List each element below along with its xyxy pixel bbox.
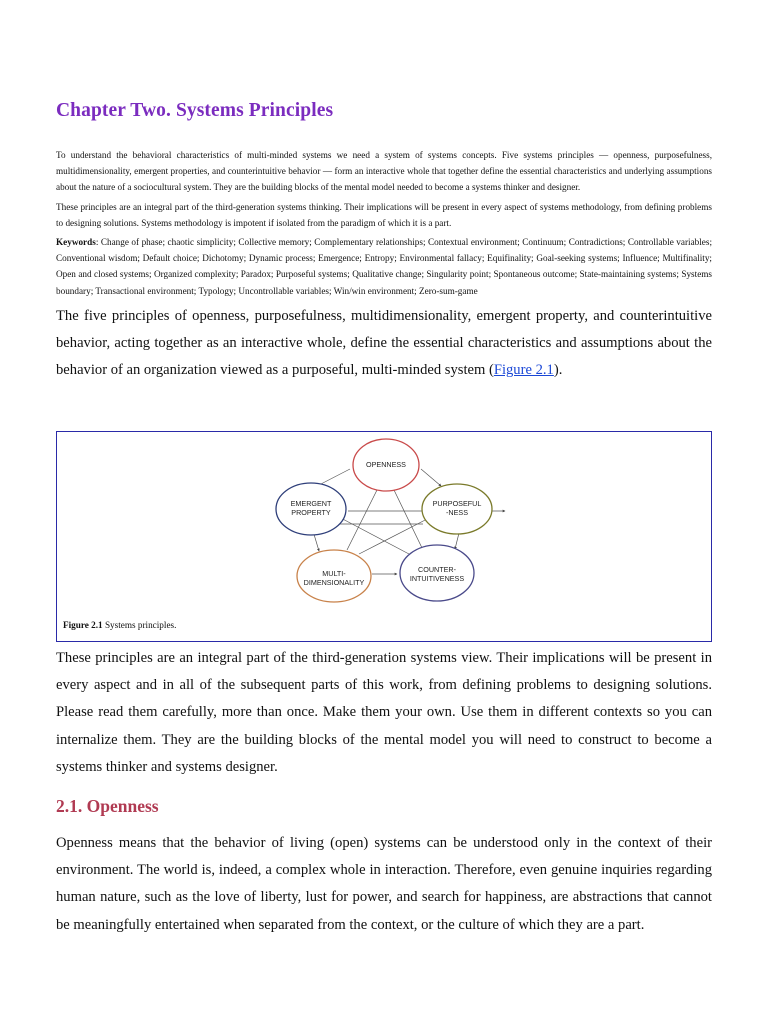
node-counter-label-1: COUNTER- — [418, 565, 456, 574]
chapter-abstract — [56, 147, 712, 302]
figure-frame — [56, 431, 712, 614]
node-multi-label-1: MULTI- — [322, 569, 346, 578]
figure-link[interactable]: Figure 2.1 — [493, 362, 554, 379]
keywords-paragraph — [56, 234, 712, 299]
systems-principles-diagram — [57, 432, 711, 613]
figure-caption-label: Figure 2.1 — [63, 620, 103, 630]
node-purposeful-label-1: PURPOSEFUL — [432, 499, 482, 508]
figure-caption-frame — [56, 613, 712, 642]
node-purposeful-label-2: -NESS — [446, 508, 468, 517]
node-emergent-property — [276, 483, 346, 535]
node-counterintuitiveness — [400, 545, 474, 601]
intro-paragraph — [56, 303, 712, 385]
keywords-label: Keywords — [56, 237, 96, 248]
figure-caption — [63, 620, 176, 630]
connector-purposeful-counter — [455, 533, 459, 549]
node-emergent-label-1: EMERGENT — [290, 499, 332, 508]
keywords-list: : Change of phase; chaotic simplicity; Collective memory; Complementary relationships; Contextual environment; Continuum; Contradictions; Controllable variables; Conventional wisdom; Default choice; Dichotomy; Dynamic process; Emergence; Entropy; Environmental fallacy; Equifinality; Goal-seeking systems; Influence; Multifinality; Open and closed systems; Organized complexity; Paradox; Purposeful systems; Qualitative change; Singularity point; Spontaneous outcome; State-maintaining systems; Systems boundary; Transactional environment; Typology; Uncontrollable variables; Win/win environment; Zero-sum-game — [56, 237, 712, 296]
intro-text: The five principles of openness, purposefulness, multidimensionality, emergent property, and counterintuitive behavior, acting together as an interactive whole, define the essential characteristics and assumptions about the behavior of an organization viewed as a purposeful, multi-minded system ( — [56, 308, 712, 379]
section-title-openness: 2.1. Openness — [56, 796, 159, 816]
connector-openness-purposeful — [421, 469, 441, 486]
node-emergent-label-2: PROPERTY — [291, 508, 331, 517]
node-purposefulness — [422, 484, 492, 534]
figure-caption-text: Systems principles. — [102, 620, 177, 630]
node-openness — [353, 439, 419, 491]
body-paragraph-principles: These principles are an integral part of the third-generation systems view. Their implications will be present in every aspect and in all of the subsequent parts of this work, from defining problems to designing solutions. Please read them carefully, more than once. Make them your own. Use them in different contexts so you can internalize them. They are the building blocks of the mental model you will need to construct to become a systems thinker and systems designer. — [56, 650, 712, 775]
node-multi-label-2: DIMENSIONALITY — [303, 578, 365, 587]
chapter-title: Chapter Two. Systems Principles — [56, 100, 334, 121]
node-counter-label-2: INTUITIVENESS — [409, 574, 465, 583]
connector-openness-multi — [347, 490, 377, 550]
body-paragraph-openness: Openness means that the behavior of living (open) systems can be understood only in the context of their environment. The world is, indeed, a complex whole in interaction. Therefore, even genuine inquiries regarding human nature, such as the love of liberty, lust for power, and search for happiness, are abstractions that cannot be meaningfully entertained when separated from the context, or the culture of which they are a part. — [56, 835, 712, 933]
intro-text-end: ). — [553, 362, 563, 379]
node-multidimensionality — [297, 550, 371, 602]
abstract-paragraph-2: These principles are an integral part of the third-generation systems thinking. Their implications will be present in every aspect of systems methodology, from defining problems to designing solutions. Systems methodology is impotent if isolated from the paradigm of which it is a part. — [56, 201, 712, 228]
node-openness-label: OPENNESS — [366, 460, 406, 469]
abstract-paragraph-1: To understand the behavioral characteristics of multi-minded systems we need a system of systems concepts. Five systems principles — openness, purposefulness, multidimensionality, emergent properties, and counterintuitive behavior — form an interactive whole that together define the essential characteristics and underlying assumptions about the nature of a sociocultural system. They are the building blocks of the mental model needed to become a systems thinker and designer. — [56, 150, 712, 193]
connector-openness-emergent — [317, 469, 350, 486]
connector-openness-counter — [394, 490, 423, 550]
